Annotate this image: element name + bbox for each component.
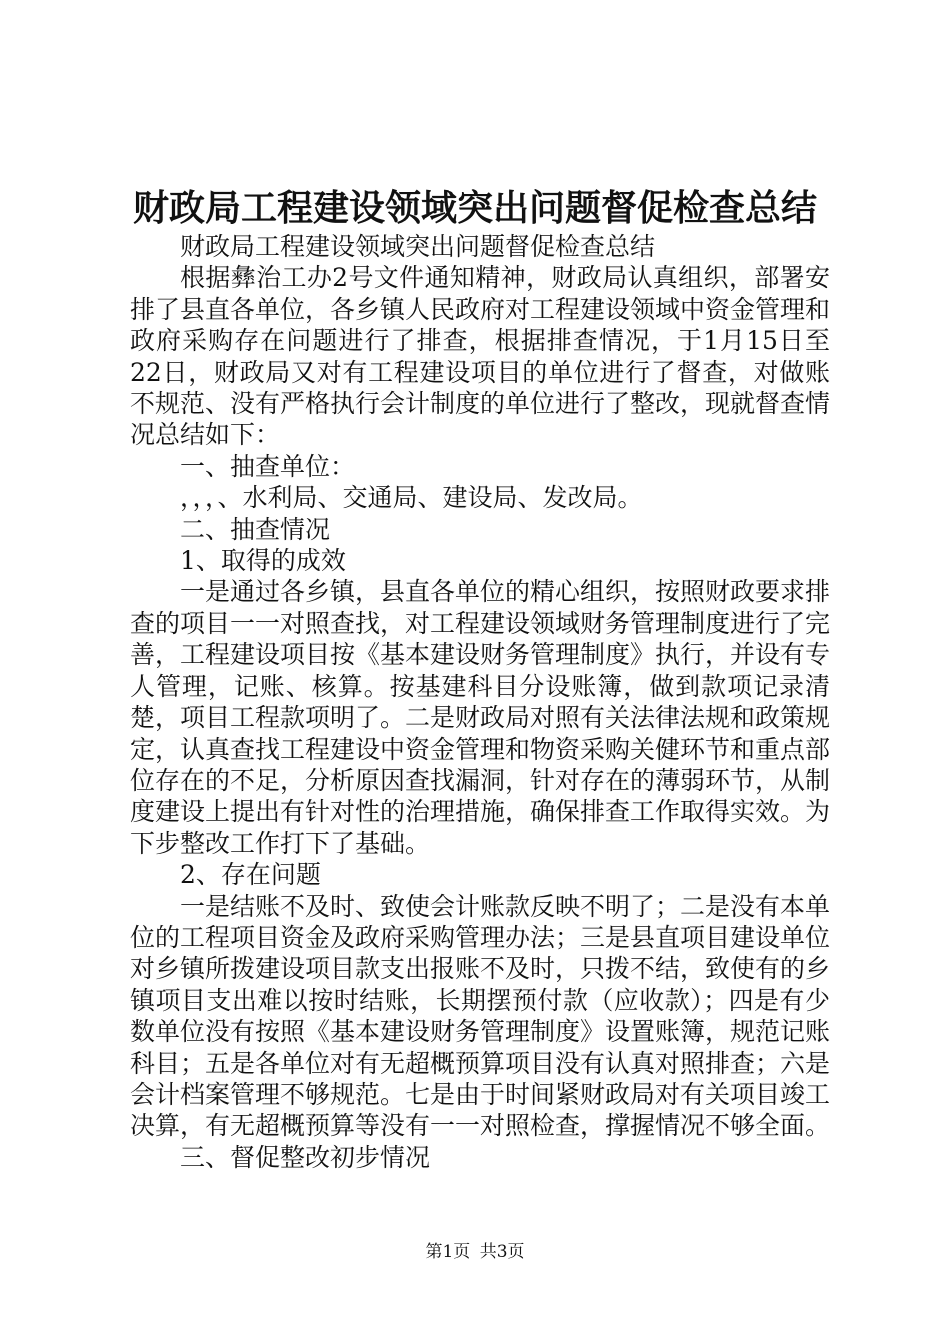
page-total: 共3页 <box>479 1242 525 1262</box>
heading-problems: 2、存在问题 <box>180 860 321 890</box>
heading-achievements: 1、取得的成效 <box>180 546 346 576</box>
document-title: 财政局工程建设领域突出问题督促检查总结 <box>132 187 817 229</box>
page-number: 第1页 <box>425 1242 471 1262</box>
paragraph-intro: 根据彝治工办2号文件通知精神，财政局认真组织，部署安排了县直各单位，各乡镇人民政府对工程建设领域中资金管理和政府采购存在问题进行了排查，根据排查情况，于1月15日至22日，财政局又对有工程建设项目的单位进行了督查，对做账不规范、没有严格执行会计制度的单位进行了整改，现就督查情况总结如下： <box>130 263 831 450</box>
heading-rectification: 三、督促整改初步情况 <box>180 1142 431 1172</box>
paragraph-achievements: 一是通过各乡镇，县直各单位的精心组织，按照财政要求排查的项目一一对照查找，对工程建设领域财务管理制度进行了完善，工程建设项目按《基本建设财务管理制度》执行，并设有专人管理，记账、核算。按基建科目分设账簿，做到款项记录清楚，项目工程款项明了。二是财政局对照有关法律法规和政策规定，认真查找工程建设中资金管理和物资采购关健环节和重点部位存在的不足，分析原因查找漏洞，针对存在的薄弱环节，从制度建设上提出有针对性的治理措施，确保排查工作取得实效。为下步整改工作打下了基础。 <box>130 577 831 858</box>
page-footer <box>0 1240 950 1264</box>
paragraph-problems: 一是结账不及时、致使会计账款反映不明了；二是没有本单位的工程项目资金及政府采购管理办法；三是县直项目建设单位对乡镇所拨建设项目款支出报账不及时，只拨不结，致使有的乡镇项目支出难以按时结账，长期摆预付款（应收款）；四是有少数单位没有按照《基本建设财务管理制度》设置账簿，规范记账科目；五是各单位对有无超概预算项目没有认真对照排查；六是会计档案管理不够规范。七是由于时间紧财政局对有关项目竣工决算，有无超概预算等没有一一对照检查，撑握情况不够全面。 <box>130 891 831 1141</box>
paragraph-sample-units: ，，，、水利局、交通局、建设局、发改局。 <box>180 483 643 513</box>
heading-sample-situation: 二、抽查情况 <box>180 514 331 544</box>
heading-sample-units: 一、抽查单位： <box>180 451 356 481</box>
paragraph-subtitle: 财政局工程建设领域突出问题督促检查总结 <box>180 232 656 261</box>
document-body <box>130 231 830 1173</box>
